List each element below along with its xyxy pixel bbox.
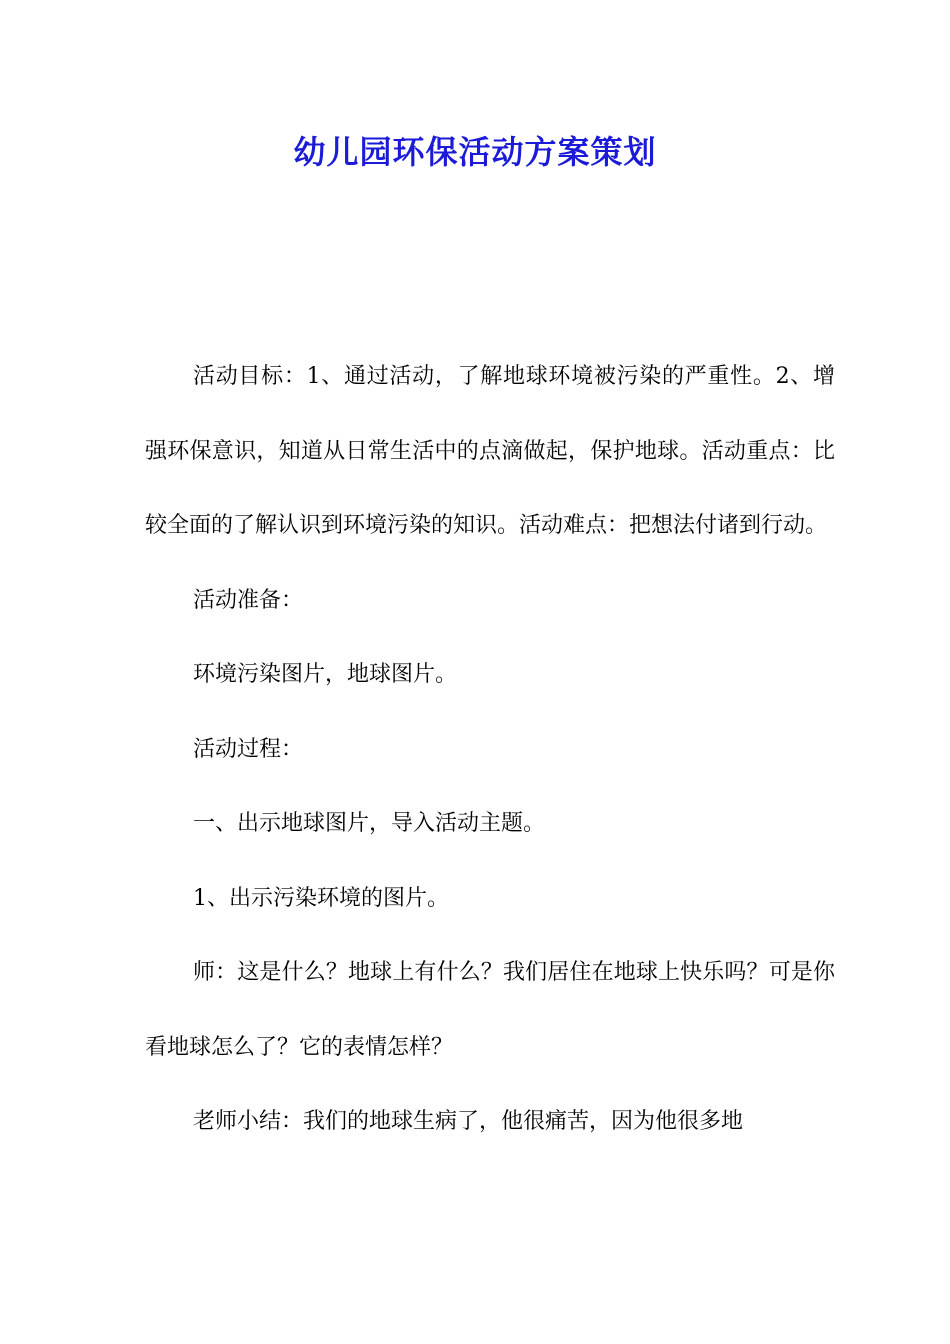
document-title: 幼儿园环保活动方案策划 — [293, 133, 657, 171]
paragraph-process-heading: 活动过程： — [193, 736, 304, 762]
paragraph-preparation-items: 环境污染图片，地球图片。 — [193, 662, 458, 687]
paragraph-teacher-questions: 师：这是什么？地球上有什么？我们居住在地球上快乐吗？可是你看地球怎么了？它的表情怎样？ — [145, 960, 835, 1060]
paragraph-objectives: 活动目标：1、通过活动，了解地球环境被污染的严重性。2、增强环保意识，知道从日常生活中的点滴做起，保护地球。活动重点：比较全面的了解认识到环境污染的知识。活动难点：把想法付诸到行动。 — [145, 364, 835, 538]
document-body — [145, 340, 835, 1160]
paragraph-preparation-heading: 活动准备： — [193, 587, 304, 613]
paragraph-step-one: 一、出示地球图片，导入活动主题。 — [193, 811, 546, 836]
paragraph-step-one-sub: 1、出示污染环境的图片。 — [193, 885, 449, 911]
paragraph-teacher-summary: 老师小结：我们的地球生病了，他很痛苦，因为他很多地 — [193, 1109, 744, 1134]
